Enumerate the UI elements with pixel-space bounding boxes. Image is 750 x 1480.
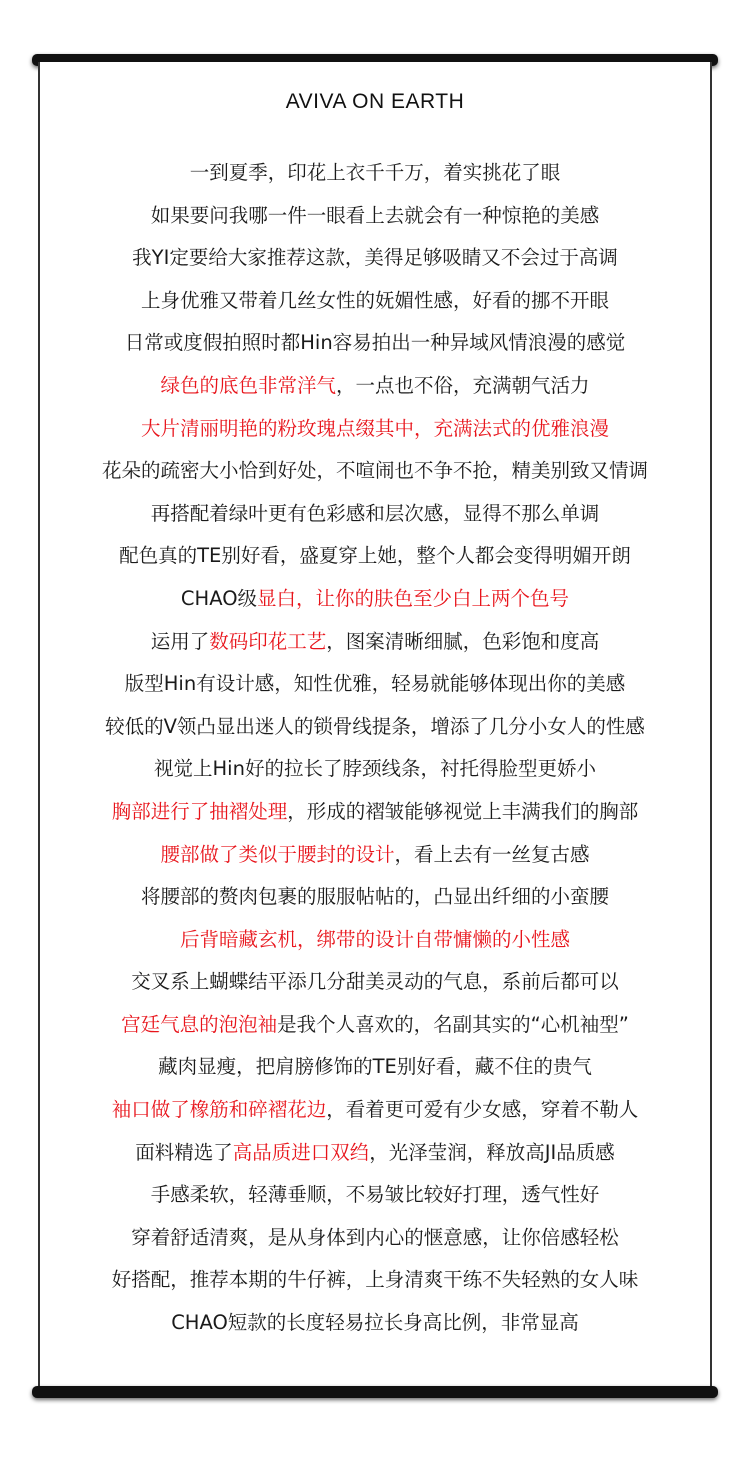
- highlight-text: 胸部进行了抽褶处理: [111, 799, 288, 823]
- body-text: 花朵的疏密大小恰到好处，不喧闹也不争不抢，精美别致又情调: [101, 459, 648, 483]
- highlight-text: 后背暗藏玄机，绑带的设计自带慵懒的小性感: [179, 927, 570, 951]
- body-text: ，看上去有一丝复古感: [394, 842, 590, 866]
- body-text: 是我个人喜欢的，名副其实的“心机袖型”: [277, 1012, 629, 1036]
- body-text: 上身优雅又带着几丝女性的妩媚性感，好看的挪不开眼: [140, 288, 609, 312]
- text-line: [0, 237, 750, 280]
- body-text: 将腰部的赘肉包裹的服服帖帖的，凸显出纤细的小蛮腰: [140, 885, 609, 909]
- highlight-text: 宫廷气息的泡泡袖: [121, 1012, 278, 1036]
- body-text: ，光泽莹润，释放高JI品质感: [369, 1140, 615, 1164]
- text-line: [0, 408, 750, 451]
- text-line: [0, 1259, 750, 1302]
- body-text: 手感柔软，轻薄垂顺，不易皱比较好打理，透气性好: [150, 1183, 600, 1207]
- text-line: [0, 450, 750, 493]
- highlight-text: 腰部做了类似于腰封的设计: [160, 842, 395, 866]
- body-text: 日常或度假拍照时都Hin容易拍出一种异域风情浪漫的感觉: [124, 331, 626, 355]
- highlight-text: 大片清丽明艳的粉玫瑰点缀其中，充满法式的优雅浪漫: [140, 416, 609, 440]
- text-line: [0, 1132, 750, 1175]
- text-line: [0, 1046, 750, 1089]
- text-body: [0, 152, 750, 1345]
- body-text: CHAO级: [180, 586, 258, 610]
- highlight-text: 袖口做了橡筋和碎褶花边: [111, 1098, 327, 1122]
- text-line: [0, 791, 750, 834]
- text-line: [0, 834, 750, 877]
- body-text: 配色真的TE别好看，盛夏穿上她，整个人都会变得明媚开朗: [119, 544, 631, 568]
- body-text: ，看着更可爱有少女感，穿着不勒人: [326, 1098, 639, 1122]
- text-line: [0, 493, 750, 536]
- text-line: [0, 663, 750, 706]
- highlight-text: 显白，让你的肤色至少白上两个色号: [257, 586, 570, 610]
- text-line: [0, 919, 750, 962]
- text-line: [0, 535, 750, 578]
- text-line: [0, 152, 750, 195]
- text-line: [0, 365, 750, 408]
- text-line: [0, 578, 750, 621]
- text-line: [0, 1004, 750, 1047]
- body-text: 好搭配，推荐本期的牛仔裤，上身清爽干练不失轻熟的女人味: [111, 1268, 639, 1292]
- body-text: 再搭配着绿叶更有色彩感和层次感，显得不那么单调: [150, 501, 600, 525]
- body-text: ，形成的褶皱能够视觉上丰满我们的胸部: [287, 799, 639, 823]
- body-text: 交叉系上蝴蝶结平添几分甜美灵动的气息，系前后都可以: [131, 970, 619, 994]
- body-text: 我YI定要给大家推荐这款，美得足够吸睛又不会过于高调: [132, 246, 618, 270]
- page-title: AVIVA ON EARTH: [285, 90, 465, 113]
- body-text: ，一点也不俗，充满朝气活力: [336, 373, 590, 397]
- body-text: 视觉上Hin好的拉长了脖颈线条，衬托得脸型更娇小: [154, 757, 596, 781]
- body-text: 版型Hin有设计感，知性优雅，轻易就能够体现出你的美感: [124, 672, 626, 696]
- body-text: ，图案清晰细腻，色彩饱和度高: [326, 629, 600, 653]
- body-text: 一到夏季，印花上衣千千万，着实挑花了眼: [189, 161, 561, 184]
- body-text: 面料精选了: [135, 1140, 233, 1164]
- body-text: 藏肉显瘦，把肩膀修饰的TE别好看，藏不住的贵气: [158, 1055, 592, 1079]
- text-line: [0, 961, 750, 1004]
- text-line: [0, 1174, 750, 1217]
- text-line: [0, 621, 750, 664]
- scroll-rod-bottom: [32, 1386, 718, 1398]
- body-text: 较低的V领凸显出迷人的锁骨线提条，增添了几分小女人的性感: [105, 714, 645, 738]
- text-line: [0, 1089, 750, 1132]
- text-line: [0, 876, 750, 919]
- highlight-text: 绿色的底色非常洋气: [160, 373, 336, 397]
- body-text: 穿着舒适清爽，是从身体到内心的惬意感，让你倍感轻松: [131, 1225, 619, 1249]
- highlight-text: 高品质进口双绉: [232, 1140, 370, 1164]
- text-line: [0, 706, 750, 749]
- body-text: 如果要问我哪一件一眼看上去就会有一种惊艳的美感: [150, 203, 600, 227]
- text-line: [0, 195, 750, 238]
- text-line: [0, 322, 750, 365]
- text-line: [0, 1302, 750, 1345]
- highlight-text: 数码印花工艺: [209, 629, 327, 653]
- body-text: 运用了: [150, 629, 210, 653]
- text-line: [0, 748, 750, 791]
- text-line: [0, 280, 750, 323]
- text-line: [0, 1217, 750, 1260]
- body-text: CHAO短款的长度轻易拉长身高比例，非常显高: [171, 1311, 579, 1335]
